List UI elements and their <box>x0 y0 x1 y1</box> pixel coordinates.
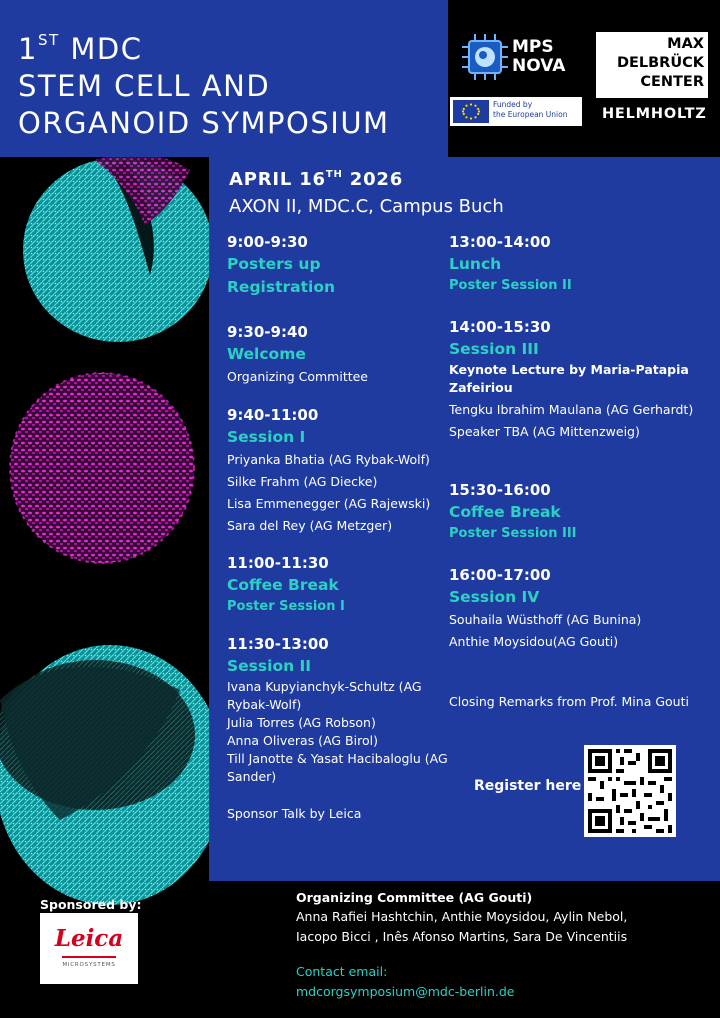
block-time: 9:30-9:40 <box>227 323 308 341</box>
speaker: Lisa Emmenegger (AG Rajewski) <box>227 496 431 511</box>
block-time: 9:00-9:30 <box>227 233 308 251</box>
block-time: 14:00-15:30 <box>449 318 551 336</box>
program-block <box>227 321 467 388</box>
title-line-1: 1ST MDC <box>18 31 143 66</box>
speaker: Till Janotte & Yasat Hacibaloglu (AG Sander) <box>227 751 448 784</box>
contact-label: Contact email: <box>296 964 388 979</box>
title-line-2: STEM CELL AND <box>18 69 271 103</box>
organizing-names: Anna Rafiei Hashtchin, Anthie Moysidou, Aylin Nebol, <box>296 909 628 924</box>
closing-remarks: Closing Remarks from Prof. Mina Gouti <box>449 694 689 709</box>
speaker: Souhaila Wüsthoff (AG Bunina) <box>449 612 642 627</box>
block-time: 16:00-17:00 <box>449 566 551 584</box>
program-block <box>449 316 709 443</box>
leica-microsystems-text: MICROSYSTEMS <box>62 962 116 968</box>
sponsored-by-label: Sponsored by: <box>40 897 142 912</box>
block-title: Welcome <box>227 345 306 363</box>
program-block <box>227 633 467 786</box>
program-block <box>449 479 709 543</box>
event-venue: AXON II, MDC.C, Campus Buch <box>229 196 504 217</box>
program-panel <box>209 157 720 881</box>
block-title: Session I <box>227 428 306 446</box>
title-line-3: ORGANOID SYMPOSIUM <box>18 106 390 140</box>
block-title: Lunch <box>449 255 502 273</box>
block-title: Posters up <box>227 255 321 273</box>
helmholtz-logo-text: HELMHOLTZ <box>602 106 707 122</box>
speaker: Tengku Ibrahim Maulana (AG Gerhardt) <box>449 402 694 417</box>
organizing-committee <box>296 889 716 947</box>
speaker: Priyanka Bhatia (AG Rybak-Wolf) <box>227 452 430 467</box>
mps-nova-logo-text: MPS NOVA <box>512 37 566 76</box>
organizing-names: Iacopo Bicci , Inês Afonso Martins, Sara De Vincentiis <box>296 929 628 944</box>
block-title: Session III <box>449 340 539 358</box>
program-block <box>449 231 709 295</box>
speaker: Silke Frahm (AG Diecke) <box>227 474 378 489</box>
leica-logo <box>40 913 138 984</box>
speaker: Ivana Kupyianchyk-Schultz (AG Rybak-Wolf) <box>227 679 422 712</box>
block-time: 11:00-11:30 <box>227 554 329 572</box>
block-title: Registration <box>227 278 336 296</box>
poster-session: Poster Session III <box>449 526 577 541</box>
program-block <box>227 552 467 616</box>
block-title: Session IV <box>449 588 540 606</box>
speaker: Anthie Moysidou(AG Gouti) <box>449 634 619 649</box>
mps-nova-chip-icon <box>462 34 508 80</box>
event-title <box>18 22 390 142</box>
organoid-bottom <box>0 645 225 905</box>
contact-email[interactable]: mdcorgsymposium@mdc-berlin.de <box>296 984 515 999</box>
speaker: Anna Oliveras (AG Birol) <box>227 733 378 748</box>
logo-area <box>448 0 720 150</box>
block-title: Session II <box>227 657 312 675</box>
block-time: 13:00-14:00 <box>449 233 551 251</box>
poster-session: Poster Session II <box>449 278 572 293</box>
contact-info <box>296 962 514 1002</box>
speaker: Julia Torres (AG Robson) <box>227 715 376 730</box>
title-box <box>0 0 448 157</box>
organoid-middle <box>10 373 194 563</box>
block-time: 15:30-16:00 <box>449 481 551 499</box>
leica-underline <box>62 956 116 958</box>
registration-qr-code[interactable] <box>584 745 676 837</box>
eu-funding-text: Funded by the European Union <box>493 100 568 119</box>
poster-session: Poster Session I <box>227 599 345 614</box>
block-time: 9:40-11:00 <box>227 406 319 424</box>
program-block <box>227 404 467 537</box>
organizing-title: Organizing Committee (AG Gouti) <box>296 890 533 905</box>
block-title: Coffee Break <box>227 576 339 594</box>
block-title: Coffee Break <box>449 503 561 521</box>
keynote-lecture: Keynote Lecture by Maria-Patapia Zafeiriou <box>449 362 689 395</box>
sponsor-talk: Sponsor Talk by Leica <box>227 806 362 821</box>
program-block <box>227 231 467 299</box>
register-label: Register here <box>474 778 582 794</box>
speaker: Organizing Committee <box>227 369 368 384</box>
block-time: 11:30-13:00 <box>227 635 329 653</box>
eu-flag-icon <box>453 100 489 123</box>
leica-brand-text: Leica <box>54 925 124 952</box>
program-block <box>449 564 709 653</box>
max-delbrueck-center-logo: MAX DELBRÜCK CENTER <box>596 32 708 98</box>
speaker: Speaker TBA (AG Mittenzweig) <box>449 424 640 439</box>
speaker: Sara del Rey (AG Metzger) <box>227 518 393 533</box>
event-date: APRIL 16TH 2026 <box>229 169 404 190</box>
eu-funding-badge <box>450 97 582 126</box>
